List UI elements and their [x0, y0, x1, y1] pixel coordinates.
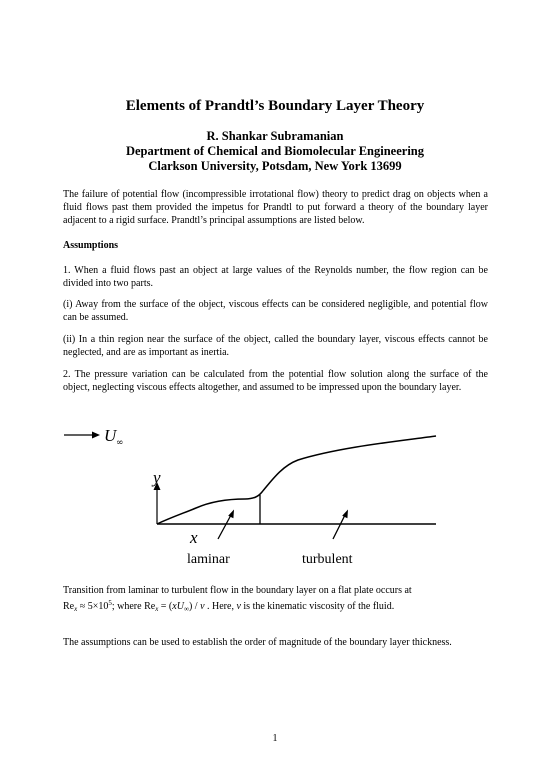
infinity-subscript: ∞	[183, 605, 189, 613]
free-stream-arrowhead	[92, 432, 100, 439]
velocity-subscript: ∞	[116, 438, 124, 448]
nu-symbol-2: ν	[236, 601, 241, 612]
reynolds-symbol-2: Re	[144, 601, 156, 612]
author-university: Clarkson University, Potsdam, New York 13699	[148, 159, 402, 173]
author-name: R. Shankar Subramanian	[206, 129, 344, 143]
transition-paragraph	[63, 584, 488, 616]
reynolds-symbol: Re	[63, 601, 75, 612]
laminar-pointer-head	[228, 510, 234, 519]
page-number: 1	[272, 733, 278, 744]
transition-exponent: 5	[108, 599, 112, 607]
laminar-label: laminar	[187, 552, 230, 567]
closing-paragraph: The assumptions can be used to establish the order of magnitude of the boundary layer thickness.	[63, 637, 452, 648]
assumption-2: 2. The pressure variation can be calculated from the potential flow solution along the surface of the object, neglecting viscous effects altogether, and assumed to be impressed upon the boundary layer.	[63, 369, 488, 393]
turbulent-pointer-head	[342, 510, 348, 519]
reynolds-subscript-2: x	[155, 605, 159, 613]
transition-text: Transition from laminar to turbulent flow in the boundary layer on a flat plate occurs at	[63, 585, 412, 596]
close-paren: ) /	[188, 601, 201, 612]
y-axis-label: y	[153, 468, 161, 487]
assumption-1-ii: (ii) In a thin region near the surface of the object, called the boundary layer, viscous effects cannot be neglected, and are as important as inertia.	[63, 334, 488, 358]
page-title: Elements of Prandtl’s Boundary Layer Theory	[125, 98, 425, 114]
boundary-layer-edge-curve	[157, 436, 436, 524]
viscosity-text: is the kinematic viscosity of the fluid.	[240, 601, 395, 612]
boundary-layer-figure	[0, 420, 550, 570]
intro-paragraph: The failure of potential flow (incompressible irrotational flow) theory to predict drag on objects when a fluid flows past them provided the impetus for Prandtl to put forward a theory of the boundary layer adjacent to a rigid surface. Prandtl’s principal assumptions are listed below.	[63, 189, 488, 226]
author-block	[0, 129, 550, 174]
xu-symbol: xU	[172, 601, 184, 612]
assumption-1: 1. When a fluid flows past an object at large values of the Reynolds number, the flow region can be divided into two parts.	[63, 265, 488, 289]
author-department: Department of Chemical and Biomolecular Engineering	[125, 144, 424, 158]
reynolds-subscript: x	[74, 605, 78, 613]
turbulent-label: turbulent	[302, 552, 353, 567]
assumptions-heading: Assumptions	[63, 240, 119, 251]
laminar-pointer	[218, 515, 231, 539]
equals-text: = (	[158, 601, 173, 612]
x-axis-label: x	[190, 528, 198, 547]
transition-value: ≈ 5×10	[77, 601, 109, 612]
assumption-1-i: (i) Away from the surface of the object, viscous effects can be considered negligible, and potential flow can be assumed.	[63, 299, 488, 323]
nu-symbol: ν	[200, 601, 205, 612]
where-text: ; where	[111, 601, 145, 612]
here-text: . Here,	[204, 601, 237, 612]
velocity-symbol: U	[104, 426, 117, 445]
turbulent-pointer	[333, 515, 345, 539]
